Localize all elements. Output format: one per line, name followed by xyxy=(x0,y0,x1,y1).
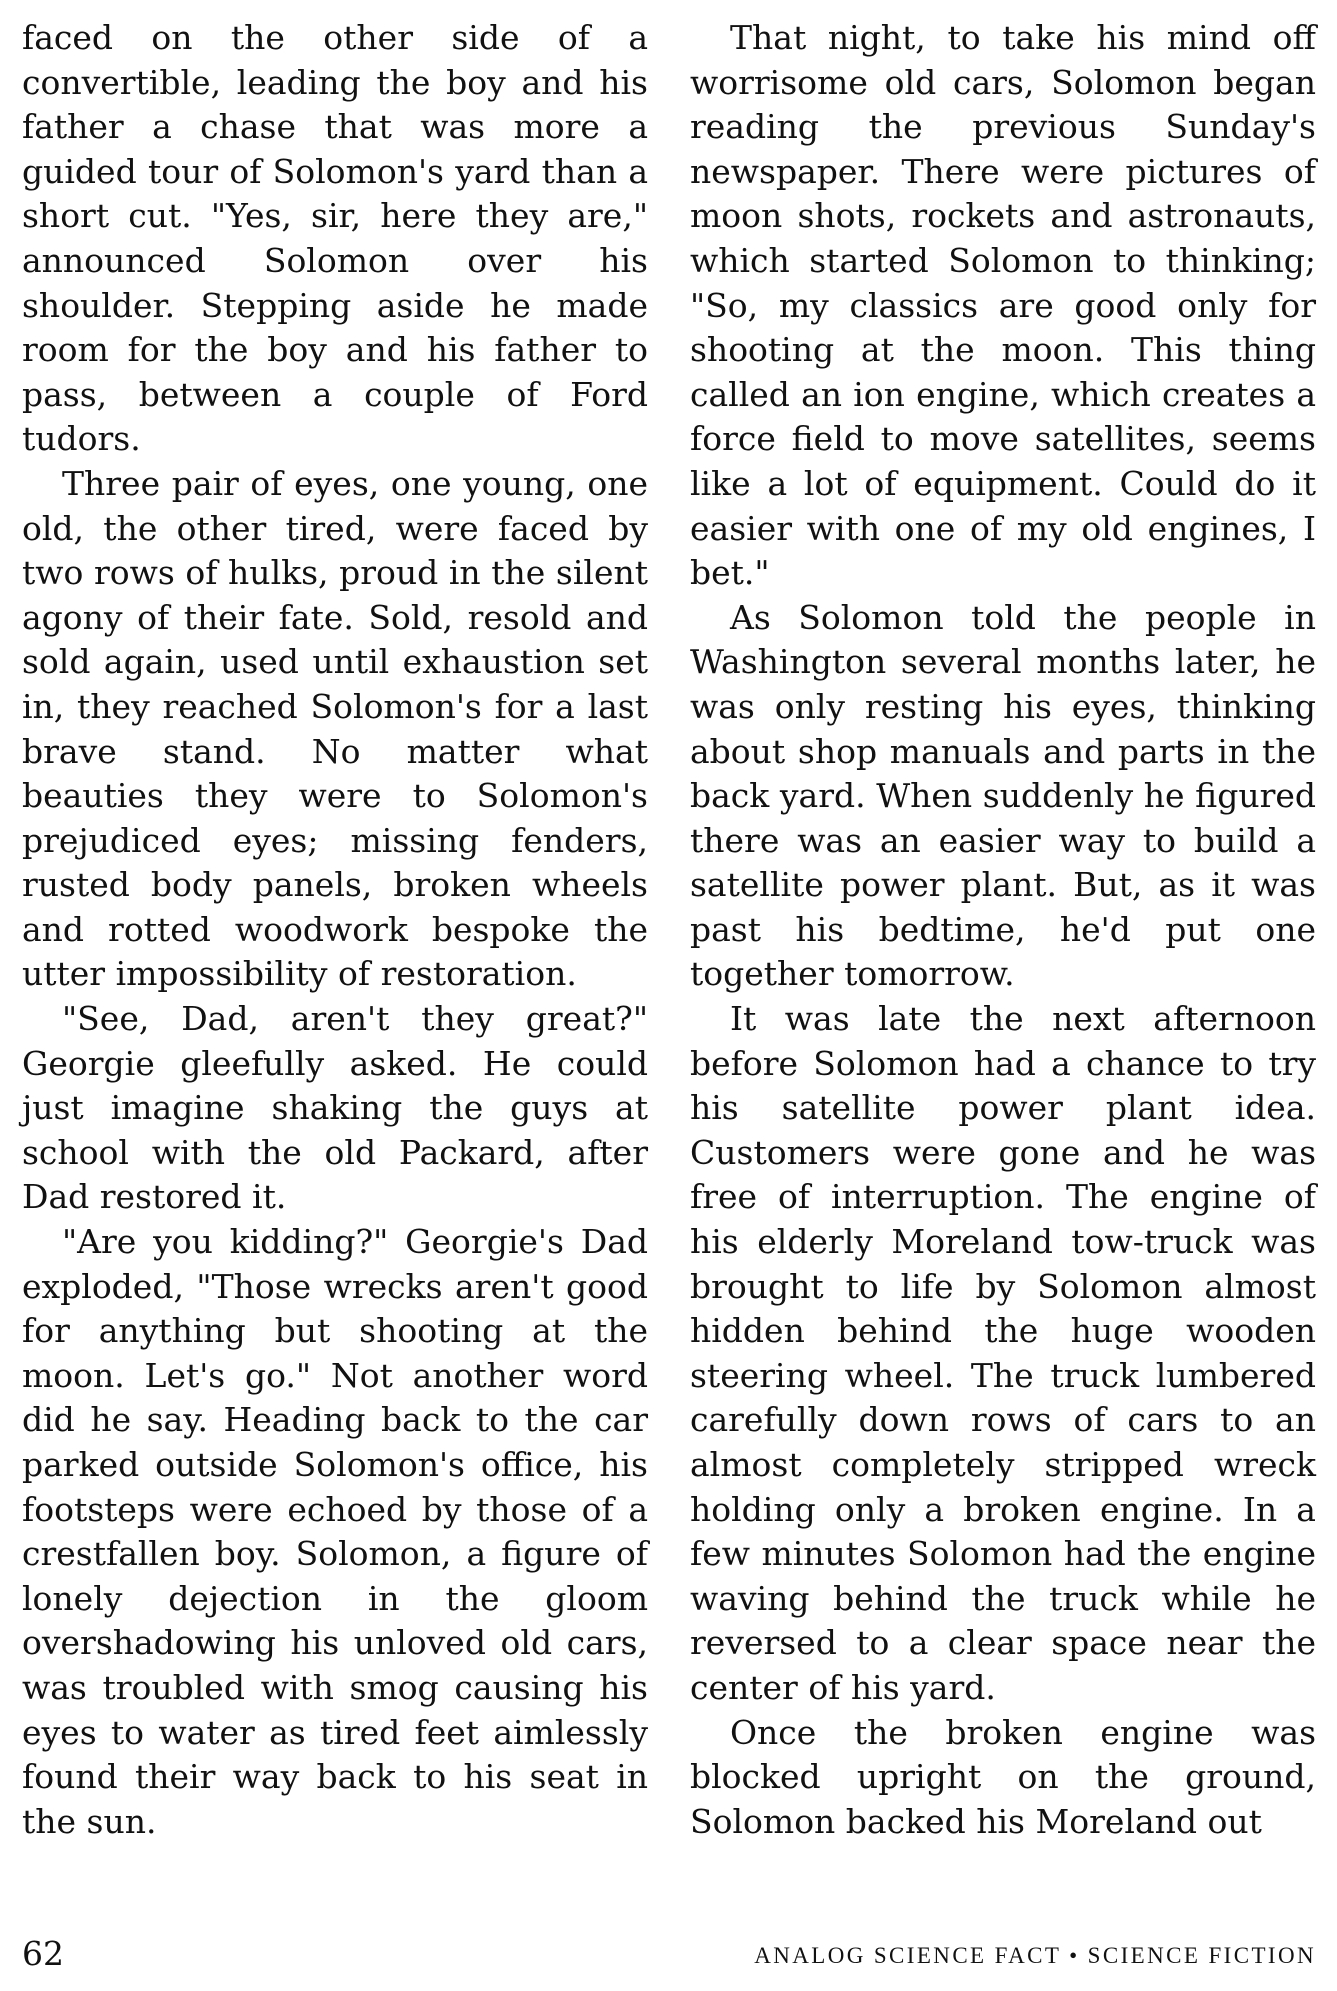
paragraph: faced on the other side of a convertible, leading the boy and his father a chase that was more a guided tour of Solomon's yard than a short cut. "Yes, sir, here they are," announced Solomon over his shoulder. Stepping aside he made room for the boy and his father to pass, between a couple of Ford tudors. xyxy=(22,18,648,459)
paragraph: That night, to take his mind off worrisome old cars, Solomon began reading the previous Sunday's newspaper. There were pictures of moon shots, rockets and astronauts, which started Solomon to thinking; "So, my classics are good only for shooting at the moon. This thing called an ion engine, which creates a force field to move satellites, seems like a lot of equipment. Could do it easier with one of my old engines, I bet." xyxy=(690,18,1316,593)
paragraph: "See, Dad, aren't they great?" Georgie gleefully asked. He could just imagine shaking the guys at school with the old Packard, after Dad restored it. xyxy=(22,999,648,1217)
paragraph: "Are you kidding?" Georgie's Dad exploded, "Those wrecks aren't good for anything but shooting at the moon. Let's go." Not another word did he say. Heading back to the car parked outside Solomon's office, his footsteps were echoed by those of a crestfallen boy. Solomon, a figure of lonely dejection in the gloom overshadowing his unloved old cars, was troubled with smog causing his eyes to water as tired feet aimlessly found their way back to his seat in the sun. xyxy=(22,1222,648,1841)
left-column xyxy=(22,16,648,1844)
running-head: ANALOG SCIENCE FACT • SCIENCE FICTION xyxy=(754,1943,1316,1968)
paragraph: Once the broken engine was blocked upright on the ground, Solomon backed his Moreland out xyxy=(690,1712,1316,1841)
paragraph: As Solomon told the people in Washington several months later, he was only resting his eyes, thinking about shop manuals and parts in the back yard. When suddenly he figured there was an easier way to build a satellite power plant. But, as it was past his bedtime, he'd put one together tomorrow. xyxy=(690,597,1316,994)
page-number: 62 xyxy=(22,1934,64,1973)
right-column xyxy=(690,16,1316,1844)
paragraph: It was late the next afternoon before Solomon had a chance to try his satellite power plant idea. Customers were gone and he was free of interruption. The engine of his elderly Moreland tow-truck was brought to life by Solomon almost hidden behind the huge wooden steering wheel. The truck lumbered carefully down rows of cars to an almost completely stripped wreck holding only a broken engine. In a few minutes Solomon had the engine waving behind the truck while he reversed to a clear space near the center of his yard. xyxy=(690,999,1316,1707)
paragraph: Three pair of eyes, one young, one old, the other tired, were faced by two rows of hulks, proud in the silent agony of their fate. Sold, resold and sold again, used until exhaustion set in, they reached Solomon's for a last brave stand. No matter what beauties they were to Solomon's prejudiced eyes; missing fenders, rusted body panels, broken wheels and rotted woodwork bespoke the utter impossibility of restoration. xyxy=(22,463,648,994)
page-footer xyxy=(22,1934,1316,1974)
